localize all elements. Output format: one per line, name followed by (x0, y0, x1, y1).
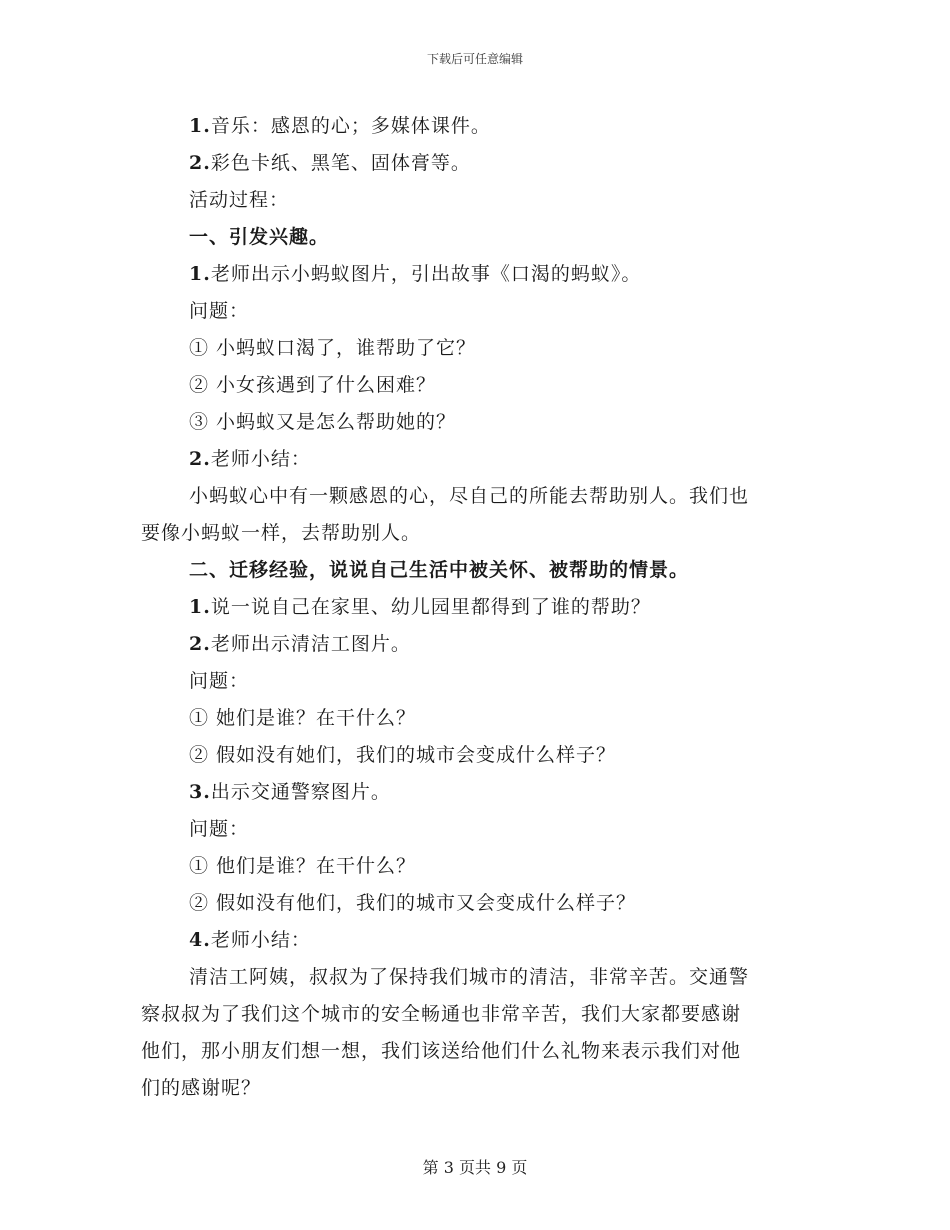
text-line (141, 441, 811, 478)
text-line (141, 959, 811, 996)
paragraph-continuation: 们的感谢呢？ (141, 1077, 262, 1099)
text-line (141, 256, 811, 293)
line-text: 出示交通警察图片。 (210, 781, 391, 803)
line-text: 问题： (189, 300, 250, 322)
page-header: 下载后可任意编辑 (426, 52, 523, 66)
text-line (141, 404, 811, 441)
text-line (141, 885, 811, 922)
line-text: 问题： (189, 818, 250, 840)
list-number: 1. (189, 263, 211, 285)
text-line (141, 774, 811, 811)
document-body (141, 108, 811, 1107)
text-line (141, 367, 811, 404)
section-heading: 二、迁移经验，说说自己生活中被关怀、被帮助的情景。 (189, 559, 690, 581)
list-number: 1. (189, 115, 211, 137)
line-text: 清洁工阿姨，叔叔为了保持我们城市的清洁，非常辛苦。交通警 (189, 966, 750, 988)
text-line (141, 589, 811, 626)
line-text: 说一说自己在家里、幼儿园里都得到了谁的帮助？ (210, 596, 651, 618)
list-number: 2. (189, 633, 211, 655)
text-line (141, 478, 811, 515)
line-text: ② 假如没有他们，我们的城市又会变成什么样子？ (189, 892, 637, 914)
text-line (141, 737, 811, 774)
line-text: 老师出示清洁工图片。 (210, 633, 411, 655)
line-text: 老师出示小蚂蚁图片，引出故事《口渴的蚂蚁》。 (210, 263, 642, 285)
list-number: 2. (189, 152, 211, 174)
line-text: ① 小蚂蚁口渴了，谁帮助了它？ (189, 337, 477, 359)
line-text: 音乐：感恩的心；多媒体课件。 (210, 115, 491, 137)
text-line (141, 108, 811, 145)
section-heading: 一、引发兴趣。 (189, 226, 330, 248)
line-text: 小蚂蚁心中有一颗感恩的心，尽自己的所能去帮助别人。我们也 (189, 485, 750, 507)
list-number: 3. (189, 781, 211, 803)
paragraph-continuation: 察叔叔为了我们这个城市的安全畅通也非常辛苦，我们大家都要感谢 (141, 1003, 742, 1025)
line-text: ② 假如没有她们，我们的城市会变成什么样子？ (189, 744, 617, 766)
text-line (141, 922, 811, 959)
line-text: 彩色卡纸、黑笔、固体膏等。 (210, 152, 471, 174)
line-text: ① 她们是谁？在干什么？ (189, 707, 417, 729)
line-text: ③ 小蚂蚁又是怎么帮助她的？ (189, 411, 457, 433)
list-number: 1. (189, 596, 211, 618)
text-line (141, 145, 811, 182)
line-text: ① 他们是谁？在干什么？ (189, 855, 417, 877)
line-text: ② 小女孩遇到了什么困难？ (189, 374, 437, 396)
text-line (141, 293, 811, 330)
text-line (141, 330, 811, 367)
line-text: 活动过程： (189, 189, 290, 211)
text-line (141, 700, 811, 737)
text-line (141, 663, 811, 700)
line-text: 老师小结： (210, 929, 311, 951)
paragraph-continuation: 他们，那小朋友们想一想，我们该送给他们什么礼物来表示我们对他 (141, 1040, 742, 1062)
line-text: 问题： (189, 670, 250, 692)
text-line (141, 626, 811, 663)
paragraph-continuation: 要像小蚂蚁一样，去帮助别人。 (141, 522, 422, 544)
line-text: 老师小结： (210, 448, 311, 470)
text-line (141, 848, 811, 885)
list-number: 2. (189, 448, 211, 470)
text-line (141, 182, 811, 219)
list-number: 4. (189, 929, 211, 951)
page-footer: 第 3 页共 9 页 (422, 1158, 528, 1177)
text-line (141, 811, 811, 848)
